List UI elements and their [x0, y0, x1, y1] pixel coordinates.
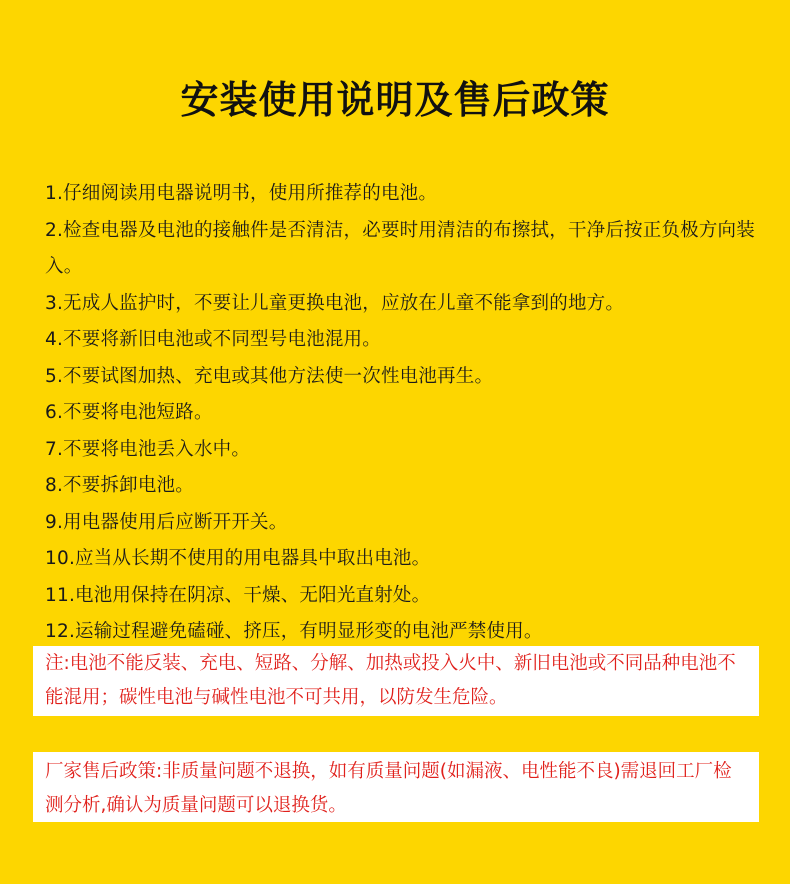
instruction-item: 4.不要将新旧电池或不同型号电池混用。 — [45, 329, 381, 350]
instruction-item: 7.不要将电池丢入水中。 — [45, 438, 251, 460]
instruction-item: 8.不要拆卸电池。 — [45, 475, 194, 496]
instruction-list — [45, 176, 755, 651]
instruction-item: 10.应当从长期不使用的用电器具中取出电池。 — [45, 548, 431, 569]
warning-note: 注:电池不能反装、充电、短路、分解、加热或投入火中、新旧电池或不同品种电池不能混用；碳性电池与碱性电池不可共用，以防发生危险。 — [33, 646, 759, 716]
instruction-item: 1.仔细阅读用电器说明书，使用所推荐的电池。 — [45, 183, 438, 204]
instruction-item: 11.电池用保持在阴凉、干燥、无阳光直射处。 — [45, 584, 431, 606]
page-title: 安装使用说明及售后政策 — [180, 78, 610, 122]
after-sales-policy: 厂家售后政策:非质量问题不退换，如有质量问题(如漏液、电性能不良)需退回工厂检测分析,确认为质量问题可以退换货。 — [33, 752, 759, 822]
instruction-item: 6.不要将电池短路。 — [45, 402, 213, 423]
instruction-item: 12.运输过程避免磕碰、挤压，有明显形变的电池严禁使用。 — [45, 621, 543, 642]
instruction-item: 9.用电器使用后应断开开关。 — [45, 511, 288, 533]
instruction-item: 2.检查电器及电池的接触件是否清洁，必要时用清洁的布擦拭，干净后按正负极方向装入。 — [45, 219, 755, 277]
instruction-item: 5.不要试图加热、充电或其他方法使一次性电池再生。 — [45, 365, 494, 387]
instruction-item: 3.无成人监护时，不要让儿童更换电池，应放在儿童不能拿到的地方。 — [45, 292, 625, 314]
